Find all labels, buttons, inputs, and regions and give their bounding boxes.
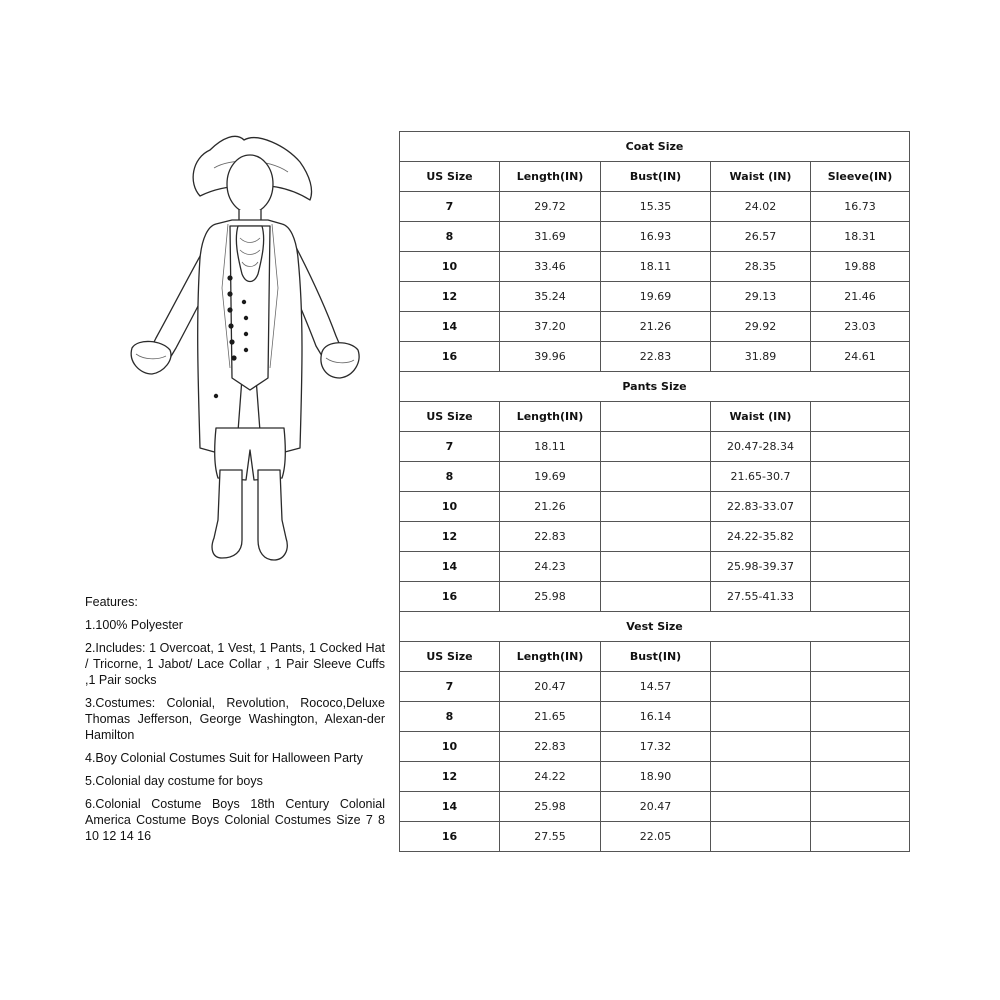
feature-item: 5.Colonial day costume for boys — [85, 774, 263, 788]
feature-item: 6.Colonial Costume Boys 18th Century Colonial America Costume Boys Colonial Costumes Size 7 8 10 12 14 16 — [85, 797, 385, 843]
size-cell: 14 — [400, 792, 500, 822]
size-cell: 8 — [400, 222, 500, 252]
table-cell: 29.13 — [711, 282, 811, 312]
table-cell: 26.57 — [711, 222, 811, 252]
table-cell: 25.98-39.37 — [711, 552, 811, 582]
table-cell — [811, 702, 910, 732]
table-cell: 18.90 — [601, 762, 711, 792]
size-cell: 16 — [400, 822, 500, 852]
size-cell: 12 — [400, 762, 500, 792]
table-cell: 16.73 — [811, 192, 910, 222]
coat-table-row — [400, 282, 910, 312]
size-cell: 8 — [400, 462, 500, 492]
column-header: Length(IN) — [500, 402, 601, 432]
column-header: Bust(IN) — [601, 642, 711, 672]
table-cell: 20.47-28.34 — [711, 432, 811, 462]
size-cell: 12 — [400, 522, 500, 552]
coat-header-row — [400, 162, 910, 192]
pants-table-row — [400, 492, 910, 522]
table-cell: 37.20 — [500, 312, 601, 342]
table-cell: 29.72 — [500, 192, 601, 222]
size-cell: 10 — [400, 252, 500, 282]
table-cell: 21.65 — [500, 702, 601, 732]
vest-table-row — [400, 702, 910, 732]
coat-table-row — [400, 192, 910, 222]
table-cell: 22.83-33.07 — [711, 492, 811, 522]
table-cell: 16.93 — [601, 222, 711, 252]
size-cell: 8 — [400, 702, 500, 732]
coat-table-row — [400, 312, 910, 342]
vest-table-row — [400, 822, 910, 852]
table-cell — [811, 492, 910, 522]
pants-table-row — [400, 522, 910, 552]
table-cell: 31.69 — [500, 222, 601, 252]
column-header: Waist (IN) — [711, 162, 811, 192]
feature-item: 2.Includes: 1 Overcoat, 1 Vest, 1 Pants, 1 Cocked Hat / Tricorne, 1 Jabot/ Lace Collar , 1 Pair Sleeve Cuffs ,1 Pair socks — [85, 641, 385, 687]
vest-table-row — [400, 762, 910, 792]
table-cell — [711, 822, 811, 852]
table-cell: 19.88 — [811, 252, 910, 282]
table-cell: 27.55 — [500, 822, 601, 852]
table-cell: 18.11 — [500, 432, 601, 462]
mannequin-head — [227, 155, 273, 213]
vest-table-row — [400, 732, 910, 762]
features-heading: Features: — [85, 595, 138, 609]
column-header: US Size — [400, 642, 500, 672]
table-cell: 24.22-35.82 — [711, 522, 811, 552]
colonial-costume-sketch-image — [118, 128, 368, 568]
vest-title-row — [400, 612, 910, 642]
right-boot — [258, 470, 287, 560]
table-cell — [601, 492, 711, 522]
pants-title-row — [400, 372, 910, 402]
size-cell: 7 — [400, 432, 500, 462]
table-cell: 19.69 — [500, 462, 601, 492]
size-cell: 10 — [400, 732, 500, 762]
size-cell: 14 — [400, 312, 500, 342]
table-cell: 20.47 — [601, 792, 711, 822]
feature-item: 1.100% Polyester — [85, 618, 183, 632]
table-cell — [601, 582, 711, 612]
table-cell — [811, 822, 910, 852]
size-cell: 14 — [400, 552, 500, 582]
table-cell: 24.23 — [500, 552, 601, 582]
column-header: Bust(IN) — [601, 162, 711, 192]
pants-size-title: Pants Size — [400, 372, 910, 402]
table-cell: 22.05 — [601, 822, 711, 852]
table-cell: 23.03 — [811, 312, 910, 342]
pants-table-row — [400, 432, 910, 462]
table-cell — [711, 672, 811, 702]
table-cell — [811, 462, 910, 492]
column-header — [601, 402, 711, 432]
table-cell: 14.57 — [601, 672, 711, 702]
column-header — [811, 402, 910, 432]
column-header: Sleeve(IN) — [811, 162, 910, 192]
size-cell: 16 — [400, 342, 500, 372]
table-cell: 15.35 — [601, 192, 711, 222]
pants-table-row — [400, 552, 910, 582]
table-cell: 24.61 — [811, 342, 910, 372]
table-cell: 21.26 — [500, 492, 601, 522]
table-cell — [811, 762, 910, 792]
pants-table-row — [400, 462, 910, 492]
vest-table-row — [400, 672, 910, 702]
left-sleeve-cuff — [131, 341, 171, 374]
features-section — [85, 594, 385, 851]
feature-item: 4.Boy Colonial Costumes Suit for Halloween Party — [85, 751, 363, 765]
table-cell: 25.98 — [500, 792, 601, 822]
table-cell — [711, 762, 811, 792]
table-cell — [601, 522, 711, 552]
feature-item: 3.Costumes: Colonial, Revolution, Rococo,Deluxe Thomas Jefferson, George Washington, Alexan-der Hamilton — [85, 696, 385, 742]
coat-size-title: Coat Size — [400, 132, 910, 162]
coat-table-row — [400, 252, 910, 282]
pants-table-row — [400, 582, 910, 612]
vest-header-row — [400, 642, 910, 672]
table-cell — [811, 522, 910, 552]
table-cell: 21.46 — [811, 282, 910, 312]
table-cell: 28.35 — [711, 252, 811, 282]
table-cell: 21.26 — [601, 312, 711, 342]
costume-illustration — [118, 128, 368, 568]
size-cell: 7 — [400, 192, 500, 222]
table-cell: 24.22 — [500, 762, 601, 792]
left-boot — [212, 470, 242, 558]
vest-size-title: Vest Size — [400, 612, 910, 642]
table-cell: 21.65-30.7 — [711, 462, 811, 492]
table-cell: 16.14 — [601, 702, 711, 732]
table-cell: 22.83 — [500, 522, 601, 552]
size-cell: 16 — [400, 582, 500, 612]
pants-header-row — [400, 402, 910, 432]
table-cell: 18.11 — [601, 252, 711, 282]
table-cell — [711, 732, 811, 762]
table-cell — [811, 552, 910, 582]
table-cell: 29.92 — [711, 312, 811, 342]
table-cell: 17.32 — [601, 732, 711, 762]
table-cell — [811, 582, 910, 612]
table-cell: 18.31 — [811, 222, 910, 252]
size-cell: 10 — [400, 492, 500, 522]
table-cell — [811, 672, 910, 702]
table-cell — [711, 792, 811, 822]
size-chart-table — [399, 131, 910, 852]
column-header: Length(IN) — [500, 162, 601, 192]
table-cell: 33.46 — [500, 252, 601, 282]
table-cell — [601, 432, 711, 462]
table-cell: 35.24 — [500, 282, 601, 312]
table-cell: 20.47 — [500, 672, 601, 702]
table-cell — [711, 702, 811, 732]
table-cell: 19.69 — [601, 282, 711, 312]
table-cell — [601, 462, 711, 492]
table-cell: 25.98 — [500, 582, 601, 612]
coat-table-row — [400, 222, 910, 252]
table-cell: 24.02 — [711, 192, 811, 222]
column-header: Waist (IN) — [711, 402, 811, 432]
column-header: Length(IN) — [500, 642, 601, 672]
vest-table-row — [400, 792, 910, 822]
coat-title-row — [400, 132, 910, 162]
table-cell: 22.83 — [601, 342, 711, 372]
size-cell: 12 — [400, 282, 500, 312]
column-header: US Size — [400, 402, 500, 432]
table-cell: 27.55-41.33 — [711, 582, 811, 612]
table-cell: 31.89 — [711, 342, 811, 372]
size-cell: 7 — [400, 672, 500, 702]
table-cell — [811, 732, 910, 762]
table-cell: 22.83 — [500, 732, 601, 762]
column-header — [711, 642, 811, 672]
coat-table-row — [400, 342, 910, 372]
table-cell — [601, 552, 711, 582]
column-header: US Size — [400, 162, 500, 192]
column-header — [811, 642, 910, 672]
table-cell — [811, 432, 910, 462]
table-cell — [811, 792, 910, 822]
table-cell: 39.96 — [500, 342, 601, 372]
